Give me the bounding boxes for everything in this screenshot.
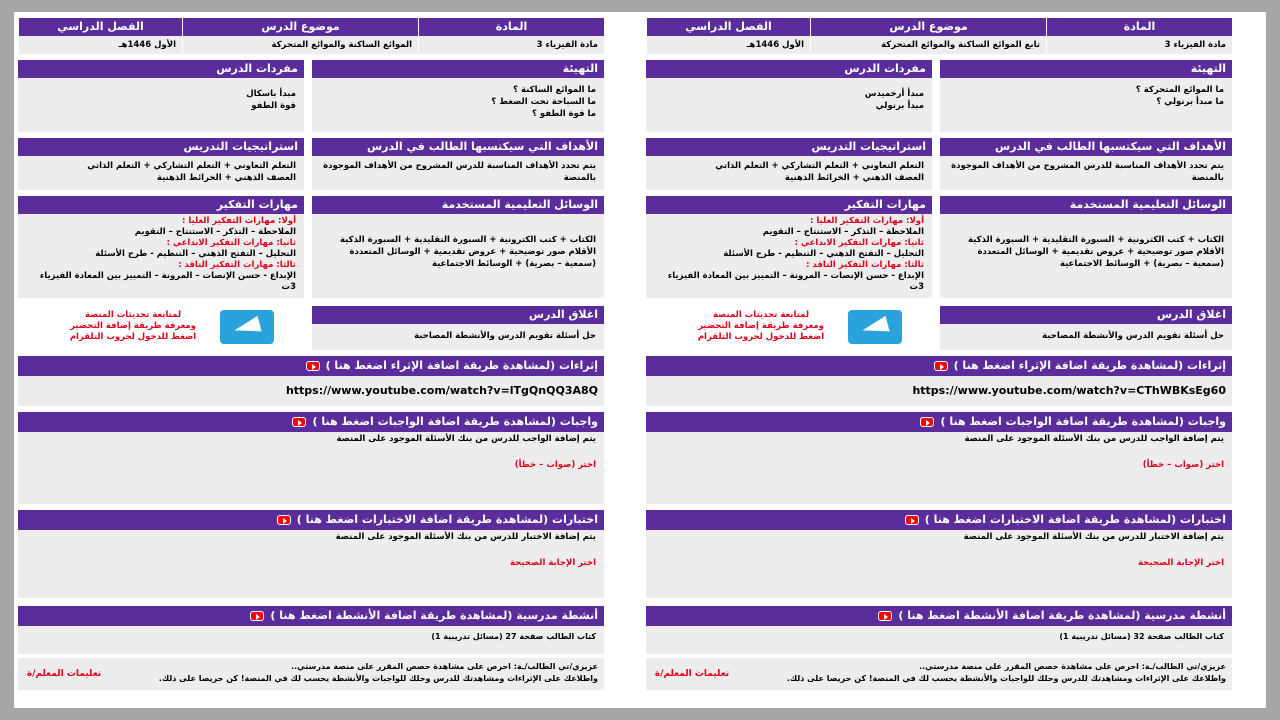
tests-box (18, 510, 604, 598)
telegram-text-item[interactable]: اضغط للدخول لجروب التلقرام (69, 332, 197, 342)
activities-text: كتاب الطالب صفحة 27 (مسائل تدريبية 1) (431, 632, 596, 641)
enrichment-header[interactable] (646, 356, 1232, 376)
tools-box (940, 196, 1232, 298)
topic-cell (182, 18, 418, 54)
enrichment-url[interactable]: https://www.youtube.com/watch?v=lTgQnQQ3A8Q (285, 384, 598, 397)
topic-value: تابع الموائع الساكنة والموائع المتحركة (811, 36, 1046, 54)
notes-text (110, 658, 604, 690)
homework-title[interactable]: واجبات (لمشاهدة طريقة اضافة الواجبات اضغط هنا ) (940, 415, 1226, 428)
youtube-icon[interactable] (306, 361, 320, 371)
skills-h2: ثانيا: مهارات التفكير الابداعي : (166, 238, 296, 248)
tests-choice: اختر الإجابة الصحيحة (510, 558, 596, 568)
youtube-icon[interactable] (277, 515, 291, 525)
vocab-box (18, 60, 304, 132)
enrichment-header[interactable] (18, 356, 604, 376)
vocab-title: مفردات الدرس (646, 60, 932, 78)
skills-body (18, 214, 304, 295)
activities-text: كتاب الطالب صفحة 32 (مسائل تدريبية 1) (1059, 632, 1224, 641)
notes-line-2: واطلاعك على الإثراءات ومشاهدتك للدرس وحلك للواجبات والأنشطة يحسب لك في المنصة! كن حريصا على ذلك. (786, 674, 1226, 683)
tools-lines (940, 214, 1232, 274)
telegram-text[interactable] (686, 310, 836, 343)
homework-choice: اختر (صواب – خطأ) (514, 460, 596, 470)
notes-line-2: واطلاعك على الإثراءات ومشاهدتك للدرس وحلك للواجبات والأنشطة يحسب لك في المنصة! كن حريصا على ذلك. (158, 674, 598, 683)
telegram-text[interactable] (58, 310, 208, 343)
strategies-title: استراتيجيات التدريس (646, 138, 932, 156)
youtube-icon[interactable] (878, 611, 892, 621)
tests-title[interactable]: اختبارات (لمشاهدة طريقة اضافة الاختبارات اضغط هنا ) (924, 513, 1226, 526)
warmup-lines-item: ما الموائع المتحركة ؟ (1135, 85, 1224, 95)
tests-header[interactable] (646, 510, 1232, 530)
subject-value: مادة الفيزياء 3 (419, 36, 604, 54)
vocab-lines-item: مبدأ برنولي (875, 101, 924, 111)
warmup-lines (940, 78, 1232, 112)
warmup-box (312, 60, 604, 132)
warmup-box (940, 60, 1232, 132)
skills-l3: الإبداع - حسن الإنصات – المرونة – التمييز بين المعادة الفيزياء 3ت (667, 271, 924, 292)
strategies-lines-item: التعلم التعاوني + التعلم التشاركي + التعلم الذاتي (715, 161, 924, 171)
skills-h3: ثالثا: مهارات التفكير الناقد : (806, 260, 924, 270)
skills-l2: التحليل – التفتح الذهني – التنظيم - طرح الأسئلة (95, 249, 296, 259)
strategies-box (646, 138, 932, 190)
lesson-header (18, 18, 604, 54)
term-heading: الفصل الدراسي (647, 18, 810, 36)
enrichment-url[interactable]: https://www.youtube.com/watch?v=CThWBKsEg60 (912, 384, 1226, 397)
telegram-link[interactable] (18, 306, 304, 352)
tools-title: الوسائل التعليمية المستخدمة (312, 196, 604, 214)
tools-lines-item: الكتاب + كتب الكترونية + السبورة التقليدية + السبورة الذكية (968, 235, 1224, 245)
notes-label: تعليمات المعلم/ة (26, 669, 102, 679)
activities-box (18, 606, 604, 654)
warmup-title: التهيئة (312, 60, 604, 78)
youtube-icon[interactable] (934, 361, 948, 371)
subject-value: مادة الفيزياء 3 (1047, 36, 1232, 54)
goals-text: يتم تحدد الأهداف المناسبة للدرس المشروح من الأهداف الموجودة بالمنصة (323, 161, 596, 183)
homework-text: يتم إضافة الواجب للدرس من بنك الأسئلة الموجود على المنصة (964, 434, 1224, 444)
skills-title: مهارات التفكير (18, 196, 304, 214)
warmup-lines-item: ما مبدأ برنولي ؟ (1156, 97, 1224, 107)
youtube-icon[interactable] (292, 417, 306, 427)
skills-body (646, 214, 932, 295)
closing-box (312, 306, 604, 350)
notes-line-1: عزيزي/تي الطالب/ـة: احرص على مشاهدة حصص المقرر على منصة مدرستي.. (291, 662, 598, 671)
term-value: الأول 1446هـ (19, 36, 182, 54)
tools-lines (312, 214, 604, 274)
telegram-text-item[interactable]: ومعرفة طريقة إضافة التحضير (698, 321, 824, 331)
telegram-text-item[interactable]: لمتابعة تحديثات المنصة (712, 310, 810, 320)
homework-title[interactable]: واجبات (لمشاهدة طريقة اضافة الواجبات اضغط هنا ) (312, 415, 598, 428)
notes-text (738, 658, 1232, 690)
lesson-plan-page-left (18, 18, 604, 690)
telegram-text-item[interactable]: لمتابعة تحديثات المنصة (84, 310, 182, 320)
strategies-lines-item: العصف الذهني + الخرائط الذهنية (784, 173, 924, 183)
vocab-lines (646, 78, 932, 116)
skills-l3: الإبداع - حسن الإنصات – المرونة – التمييز بين المعادة الفيزياء 3ت (39, 271, 296, 292)
activities-title[interactable]: أنشطة مدرسية (لمشاهدة طريقة اضافة الأنشطة اضغط هنا ) (270, 609, 598, 622)
homework-choice: اختر (صواب – خطأ) (1142, 460, 1224, 470)
tools-box (312, 196, 604, 298)
homework-header[interactable] (646, 412, 1232, 432)
skills-h2: ثانيا: مهارات التفكير الابداعي : (794, 238, 924, 248)
warmup-lines-item: ما الموائع الساكنة ؟ (513, 85, 596, 95)
tools-lines-item: الكتاب + كتب الكترونية + السبورة التقليدية + السبورة الذكية (340, 235, 596, 245)
youtube-icon[interactable] (905, 515, 919, 525)
enrichment-title[interactable]: إثراءات (لمشاهدة طريقة اضافة الإثراء اضغط هنا ) (325, 359, 598, 372)
subject-heading: المادة (1047, 18, 1232, 36)
homework-header[interactable] (18, 412, 604, 432)
teacher-notes (18, 658, 604, 690)
telegram-text-item[interactable]: اضغط للدخول لجروب التلقرام (697, 332, 825, 342)
tools-title: الوسائل التعليمية المستخدمة (940, 196, 1232, 214)
closing-text: حل أسئلة تقويم الدرس والأنشطة المصاحبة (414, 331, 596, 341)
closing-text: حل أسئلة تقويم الدرس والأنشطة المصاحبة (1042, 331, 1224, 341)
goals-title: الأهداف التي سيكتسبها الطالب في الدرس (940, 138, 1232, 156)
skills-l1: الملاحظة – التذكر – الاستنتاج – التقويم (762, 227, 924, 237)
topic-heading: موضوع الدرس (811, 18, 1046, 36)
tests-box (646, 510, 1232, 598)
telegram-icon[interactable] (848, 310, 902, 344)
closing-box (940, 306, 1232, 350)
activities-box (646, 606, 1232, 654)
strategies-box (18, 138, 304, 190)
notes-label: تعليمات المعلم/ة (654, 669, 730, 679)
activities-header[interactable] (646, 606, 1232, 626)
goals-text: يتم تحدد الأهداف المناسبة للدرس المشروح من الأهداف الموجودة بالمنصة (951, 161, 1224, 183)
topic-cell (810, 18, 1046, 54)
vocab-lines-item: قوة الطفو (251, 101, 296, 111)
telegram-icon[interactable] (220, 310, 274, 344)
term-cell (18, 18, 182, 54)
goals-title: الأهداف التي سيكتسبها الطالب في الدرس (312, 138, 604, 156)
lesson-plan-page-right (646, 18, 1232, 690)
vocab-box (646, 60, 932, 132)
enrichment-title[interactable]: إثراءات (لمشاهدة طريقة اضافة الإثراء اضغط هنا ) (953, 359, 1226, 372)
tests-text: يتم إضافة الاختبار للدرس من بنك الأسئلة الموجود على المنصة (335, 532, 596, 542)
strategies-lines (646, 156, 932, 188)
vocab-title: مفردات الدرس (18, 60, 304, 78)
tools-lines-item: (سمعية – بصرية) + الوسائط الاجتماعية (1059, 259, 1224, 269)
homework-box (646, 412, 1232, 504)
subject-cell (418, 18, 604, 54)
enrichment-box (646, 356, 1232, 406)
topic-value: الموائع الساكنة والموائع المتحركة (183, 36, 418, 54)
tools-lines-item: الأقلام صور توضيحية + عروض تقديمية + الوسائل المتعددة (977, 247, 1224, 257)
tests-text: يتم إضافة الاختبار للدرس من بنك الأسئلة الموجود على المنصة (963, 532, 1224, 542)
skills-h1: أولا: مهارات التفكير العليا : (181, 216, 296, 226)
tools-lines-item: (سمعية – بصرية) + الوسائط الاجتماعية (431, 259, 596, 269)
homework-box (18, 412, 604, 504)
activities-header[interactable] (18, 606, 604, 626)
warmup-title: التهيئة (940, 60, 1232, 78)
strategies-lines (18, 156, 304, 188)
teacher-notes (646, 658, 1232, 690)
skills-l1: الملاحظة – التذكر – الاستنتاج – التقويم (134, 227, 296, 237)
subject-cell (1046, 18, 1232, 54)
term-value: الأول 1446هـ (647, 36, 810, 54)
skills-h1: أولا: مهارات التفكير العليا : (809, 216, 924, 226)
tests-header[interactable] (18, 510, 604, 530)
enrichment-box (18, 356, 604, 406)
youtube-icon[interactable] (920, 417, 934, 427)
warmup-lines (312, 78, 604, 124)
skills-h3: ثالثا: مهارات التفكير الناقد : (178, 260, 296, 270)
notes-line-1: عزيزي/تي الطالب/ـة: احرص على مشاهدة حصص المقرر على منصة مدرستي.. (919, 662, 1226, 671)
goals-box (312, 138, 604, 190)
goals-box (940, 138, 1232, 190)
strategies-lines-item: العصف الذهني + الخرائط الذهنية (156, 173, 296, 183)
warmup-lines-item: ما السباحة تحت الضغط ؟ (491, 97, 596, 107)
term-cell (646, 18, 810, 54)
term-heading: الفصل الدراسي (19, 18, 182, 36)
topic-heading: موضوع الدرس (183, 18, 418, 36)
strategies-title: استراتيجيات التدريس (18, 138, 304, 156)
strategies-lines-item: التعلم التعاوني + التعلم التشاركي + التعلم الذاتي (87, 161, 296, 171)
tests-title[interactable]: اختبارات (لمشاهدة طريقة اضافة الاختبارات اضغط هنا ) (296, 513, 598, 526)
thinking-skills-box (18, 196, 304, 298)
tools-lines-item: الأقلام صور توضيحية + عروض تقديمية + الوسائل المتعددة (349, 247, 596, 257)
skills-title: مهارات التفكير (646, 196, 932, 214)
subject-heading: المادة (419, 18, 604, 36)
vocab-lines-item: مبدأ أرخميدس (864, 89, 924, 99)
closing-title: اغلاق الدرس (312, 306, 604, 324)
youtube-icon[interactable] (250, 611, 264, 621)
telegram-link[interactable] (646, 306, 932, 352)
warmup-lines-item: ما قوة الطفو ؟ (531, 109, 596, 119)
tests-choice: اختر الإجابة الصحيحة (1138, 558, 1224, 568)
thinking-skills-box (646, 196, 932, 298)
vocab-lines-item: مبدأ باسكال (246, 89, 296, 99)
closing-title: اغلاق الدرس (940, 306, 1232, 324)
telegram-text-item[interactable]: ومعرفة طريقة إضافة التحضير (70, 321, 196, 331)
activities-title[interactable]: أنشطة مدرسية (لمشاهدة طريقة اضافة الأنشطة اضغط هنا ) (898, 609, 1226, 622)
skills-l2: التحليل – التفتح الذهني – التنظيم - طرح الأسئلة (723, 249, 924, 259)
homework-text: يتم إضافة الواجب للدرس من بنك الأسئلة الموجود على المنصة (336, 434, 596, 444)
vocab-lines (18, 78, 304, 116)
lesson-header (646, 18, 1232, 54)
